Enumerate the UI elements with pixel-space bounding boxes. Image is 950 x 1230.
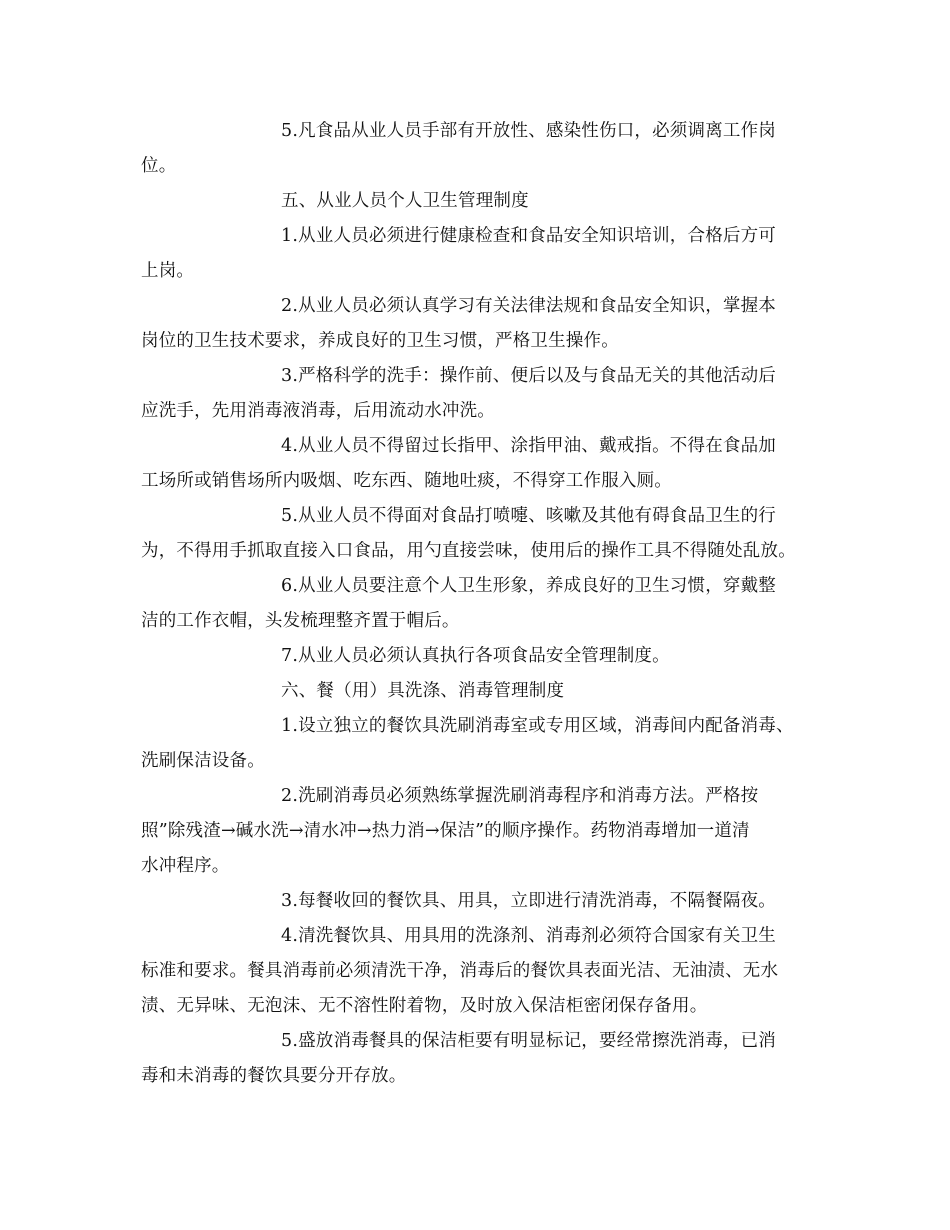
paragraph-item-1-disinfection-room xyxy=(141,709,813,779)
paragraph-item-6-appearance xyxy=(141,569,813,639)
text-line: 水冲程序。 xyxy=(141,856,230,876)
text-line: 6.从业人员要注意个人卫生形象，养成良好的卫生习惯，穿戴整 xyxy=(281,576,776,596)
paragraph-item-1-health-check xyxy=(141,219,813,289)
paragraph-item-3-each-meal xyxy=(141,884,813,919)
text-line: 1.设立独立的餐饮具洗刷消毒室或专用区域，消毒间内配备消毒、 xyxy=(281,716,794,736)
text-line: 洁的工作衣帽，头发梳理整齐置于帽后。 xyxy=(141,611,460,631)
document-body xyxy=(141,114,813,1094)
paragraph-item-2-study-laws xyxy=(141,289,813,359)
text-line: 洗刷保洁设备。 xyxy=(141,751,265,771)
text-line: 照”除残渣→碱水洗→清水冲→热力消→保洁”的顺序操作。药物消毒增加一道清 xyxy=(141,821,750,841)
paragraph-item-3-hand-washing xyxy=(141,359,813,429)
text-line: 毒和未消毒的餐饮具要分开存放。 xyxy=(141,1066,407,1086)
text-line: 上岗。 xyxy=(141,261,195,281)
paragraph-item-5-sneezing xyxy=(141,499,813,569)
text-line: 4.从业人员不得留过长指甲、涂指甲油、戴戒指。不得在食品加 xyxy=(281,436,776,456)
text-line: 3.每餐收回的餐饮具、用具，立即进行清洗消毒，不隔餐隔夜。 xyxy=(281,891,776,911)
text-line: 渍、无异味、无泡沫、无不溶性附着物，及时放入保洁柜密闭保存备用。 xyxy=(141,996,708,1016)
heading-line: 五、从业人员个人卫生管理制度 xyxy=(281,191,529,211)
text-line: 岗位的卫生技术要求，养成良好的卫生习惯，严格卫生操作。 xyxy=(141,331,619,351)
section-heading-utensil-washing xyxy=(141,674,813,709)
text-line: 2.从业人员必须认真学习有关法律法规和食品安全知识，掌握本 xyxy=(281,296,776,316)
text-line: 3.严格科学的洗手：操作前、便后以及与食品无关的其他活动后 xyxy=(281,366,776,386)
text-line: 4.清洗餐饮具、用具用的洗涤剂、消毒剂必须符合国家有关卫生 xyxy=(281,926,776,946)
text-line: 标准和要求。餐具消毒前必须清洗干净，消毒后的餐饮具表面光洁、无油渍、无水 xyxy=(141,961,779,981)
text-line: 7.从业人员必须认真执行各项食品安全管理制度。 xyxy=(281,646,670,666)
paragraph-item-5-wound xyxy=(141,114,813,184)
section-heading-personal-hygiene xyxy=(141,184,813,219)
paragraph-item-4-detergents xyxy=(141,919,813,1024)
paragraph-item-2-procedure xyxy=(141,779,813,884)
heading-line: 六、餐（用）具洗涤、消毒管理制度 xyxy=(281,681,565,701)
text-line: 5.凡食品从业人员手部有开放性、感染性伤口，必须调离工作岗 xyxy=(281,121,776,141)
paragraph-item-4-nails xyxy=(141,429,813,499)
text-line: 位。 xyxy=(141,156,177,176)
text-line: 5.盛放消毒餐具的保洁柜要有明显标记，要经常擦洗消毒，已消 xyxy=(281,1031,776,1051)
text-line: 应洗手，先用消毒液消毒，后用流动水冲洗。 xyxy=(141,401,495,421)
text-line: 工场所或销售场所内吸烟、吃东西、随地吐痰，不得穿工作服入厕。 xyxy=(141,471,672,491)
paragraph-item-7-execute-rules xyxy=(141,639,813,674)
text-line: 1.从业人员必须进行健康检查和食品安全知识培训，合格后方可 xyxy=(281,226,776,246)
text-line: 5.从业人员不得面对食品打喷嚏、咳嗽及其他有碍食品卫生的行 xyxy=(281,506,776,526)
paragraph-item-5-storage-cabinet xyxy=(141,1024,813,1094)
text-line: 2.洗刷消毒员必须熟练掌握洗刷消毒程序和消毒方法。严格按 xyxy=(281,786,759,806)
text-line: 为，不得用手抓取直接入口食品，用勺直接尝味，使用后的操作工具不得随处乱放。 xyxy=(141,541,796,561)
